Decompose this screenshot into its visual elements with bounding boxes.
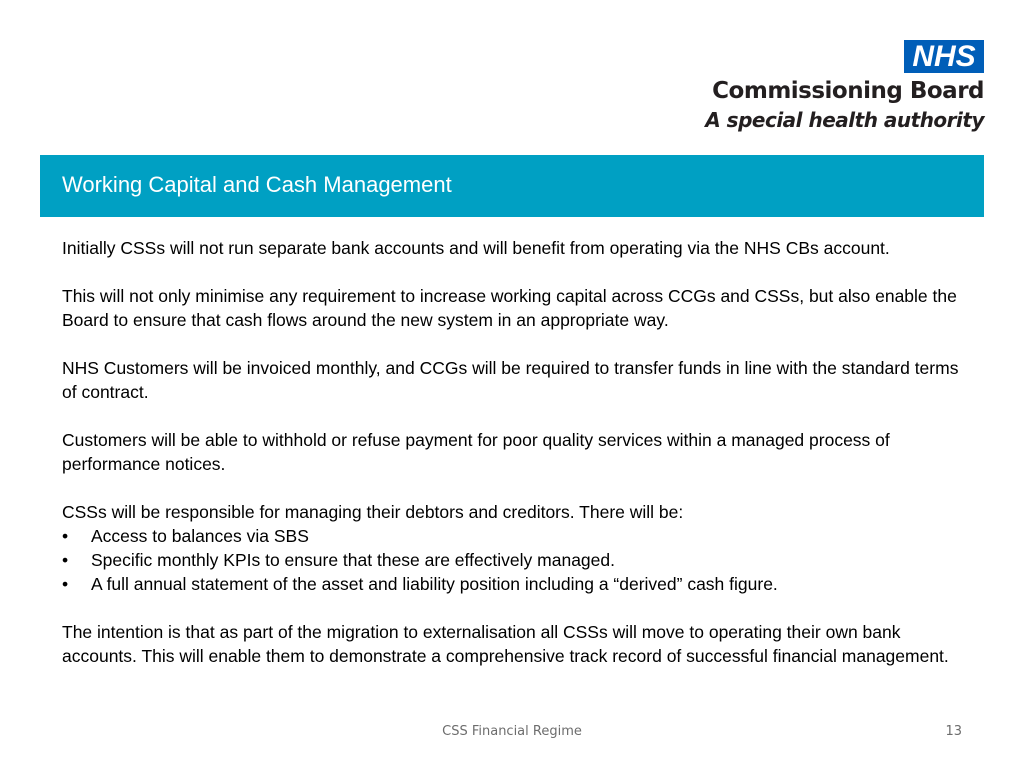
bullet-list bbox=[62, 524, 972, 596]
body-paragraph: CSSs will be responsible for managing their debtors and creditors. There will be: bbox=[62, 502, 684, 522]
slide-body bbox=[62, 236, 972, 668]
nhs-badge: NHS bbox=[904, 40, 984, 73]
logo-org-name: Commissioning Board bbox=[712, 78, 984, 104]
bullet-text: Specific monthly KPIs to ensure that these are effectively managed. bbox=[91, 550, 615, 570]
bullet-item bbox=[62, 524, 972, 548]
bullet-icon: • bbox=[62, 526, 69, 546]
logo-tagline: A special health authority bbox=[705, 108, 984, 132]
bullet-icon: • bbox=[62, 550, 69, 570]
bullet-icon: • bbox=[62, 574, 69, 594]
nhs-logo bbox=[694, 40, 984, 140]
body-paragraph: Customers will be able to withhold or refuse payment for poor quality services within a managed process of performance notices. bbox=[62, 430, 890, 474]
bullet-text: A full annual statement of the asset and liability position including a “derived” cash figure. bbox=[91, 574, 778, 594]
title-banner bbox=[40, 155, 984, 217]
footer bbox=[0, 724, 1024, 739]
page-number: 13 bbox=[945, 724, 962, 739]
bullet-item bbox=[62, 548, 972, 572]
bullet-text: Access to balances via SBS bbox=[91, 526, 309, 546]
slide-title: Working Capital and Cash Management bbox=[62, 172, 452, 197]
closing-paragraph: The intention is that as part of the migration to externalisation all CSSs will move to operating their own bank accounts. This will enable them to demonstrate a comprehensive track record of successful financial management. bbox=[62, 622, 949, 666]
footer-title: CSS Financial Regime bbox=[442, 724, 582, 739]
body-paragraph: This will not only minimise any requirement to increase working capital across CCGs and CSSs, but also enable the Board to ensure that cash flows around the new system in an appropriate way. bbox=[62, 286, 957, 330]
body-paragraph: NHS Customers will be invoiced monthly, and CCGs will be required to transfer funds in line with the standard terms of contract. bbox=[62, 358, 959, 402]
body-paragraph: Initially CSSs will not run separate bank accounts and will benefit from operating via the NHS CBs account. bbox=[62, 238, 890, 258]
bullet-item bbox=[62, 572, 972, 596]
